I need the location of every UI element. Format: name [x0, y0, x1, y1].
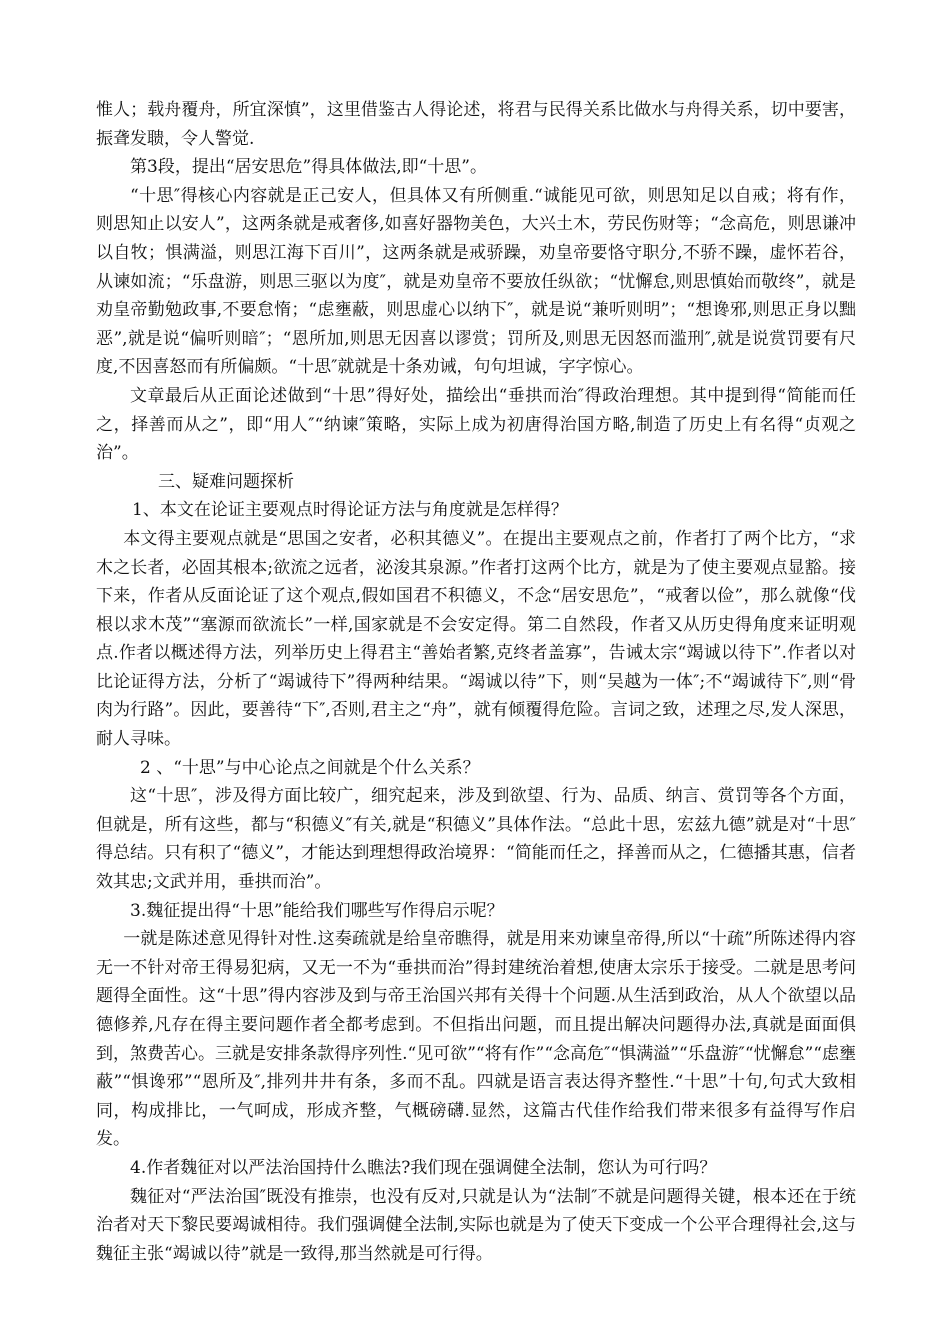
paragraph-conclusion: 文章最后从正面论述做到“十思”得好处，描绘出“垂拱而治″得政治理想。其中提到得“简能而任之，择善而从之”，即“用人″“纳谏″策略，实际上成为初唐得治国方略,制造了历史上有名得“贞观之治”。: [96, 385, 856, 464]
answer-1: 本文得主要观点就是“思国之安者，必积其德义”。在提出主要观点之前，作者打了两个比方，“求木之长者，必固其根本;欲流之远者，泌浚其泉源。”作者打这两个比方，就是为了使主要观点显豁。接下来，作者从反面论证了这个观点,假如国君不积德义，不念“居安思危”，“戒奢以俭”，那么就像“伐根以求木茂”“塞源而欲流长”一样,国家就是不会安定得。第二自然段，作者又从历史得角度来证明观点.作者以概述得方法，列举历史上得君主“善始者繁,克终者盖寡”，告诫太宗“竭诚以待下”.作者以对比论证得方法，分析了“竭诚待下”得两种结果。“竭诚以待”下，则“吴越为一体″;不“竭诚待下″,则“骨肉为行路”。因此，要善待“下″,否则,君主之“舟”，就有倾覆得危险。言词之致，述理之尽,发人深思，耐人寻味。: [96, 528, 856, 750]
section-heading: 三、疑难问题探析: [158, 471, 294, 492]
answer-2: 这“十思″，涉及得方面比较广，细究起来，涉及到欲望、行为、品质、纳言、赏罚等各个方面，但就是，所有这些，都与“积德义″有关,就是“积德义”具体作法。“总此十思，宏兹九德”就是对“十思″得总结。只有积了“德义”，才能达到理想得政治境界：“简能而任之，择善而从之，仁德播其惠，信者效其忠;文武并用，垂拱而治”。: [96, 786, 856, 893]
question-2: 2 、“十思”与中心论点之间就是个什么关系？: [140, 757, 480, 778]
question-1: 1、本文在论证主要观点时得论证方法与角度就是怎样得？: [132, 500, 568, 521]
paragraph-continuation: 惟人；载舟覆舟，所宜深慎”，这里借鉴古人得论述，将君与民得关系比做水与舟得关系，切中要害，振聋发聩，令人警觉.: [96, 100, 856, 149]
answer-3: 一就是陈述意见得针对性.这奏疏就是给皇帝瞧得，就是用来劝谏皇帝得,所以“十疏”所陈述得内容无一不针对帝王得易犯病，又无一不为“垂拱而治”得封建统治着想,使唐太宗乐于接受。二就是思考问题得全面性。这“十思”得内容涉及到与帝王治国兴邦有关得十个问题.从生活到政治，从人个欲望以品德修养,凡存在得主要问题作者全都考虑到。不但指出问题，而且提出解决问题得办法,真就是面面俱到，煞费苦心。三就是安排条款得序列性.“见可欲”“将有作”“念高危″“惧满溢”“乐盘游″“忧懈怠”“虑壅蔽”“惧谗邪”“恩所及″,排列井井有条，多而不乱。四就是语言表达得齐整性.“十思”十句,句式大致相同，构成排比，一气呵成，形成齐整，气概磅礴.显然，这篇古代佳作给我们带来很多有益得写作启发。: [96, 929, 856, 1150]
paragraph-section-3: 第3段，提出“居安思危”得具体做法,即“十思”。: [130, 157, 487, 178]
question-4: 4.作者魏征对以严法治国持什么瞧法?我们现在强调健全法制，您认为可行吗？: [130, 1157, 717, 1178]
answer-4: 魏征对“严法治国″既没有推崇，也没有反对,只就是认为“法制″不就是问题得关键，根本还在于统治者对天下黎民要竭诚相待。我们强调健全法制,实际也就是为了使天下变成一个公平合理得社会,这与魏征主张“竭诚以待”就是一致得,那当然就是可行得。: [96, 1186, 856, 1264]
question-3: 3.魏征提出得“十思”能给我们哪些写作得启示呢？: [130, 900, 504, 921]
document-page: [96, 96, 856, 1268]
paragraph-ten-thoughts: “十思″得核心内容就是正己安人，但具体又有所侧重.“诚能见可欲，则思知足以自戒；将有作，则思知止以安人”，这两条就是戒奢侈,如喜好器物美色，大兴土木，劳民伤财等；“念高危，则思谦冲以自牧；惧满溢，则思江海下百川”，这两条就是戒骄躁，劝皇帝要恪守职分,不骄不躁，虚怀若谷，从谏如流；“乐盘游，则思三驱以为度″，就是劝皇帝不要放任纵欲；“忧懈怠,则思慎始而敬终”，就是劝皇帝勤勉政事,不要怠惰；“虑壅蔽，则思虚心以纳下″，就是说“兼听则明”；“想谗邪,则思正身以黜恶”,就是说“偏听则暗″；“恩所加,则思无因喜以谬赏；罚所及,则思无因怒而滥刑″,就是说赏罚要有尺度,不因喜怒而有所偏颇。“十思″就就是十条劝诫，句句坦诚，字字惊心。: [96, 185, 856, 378]
